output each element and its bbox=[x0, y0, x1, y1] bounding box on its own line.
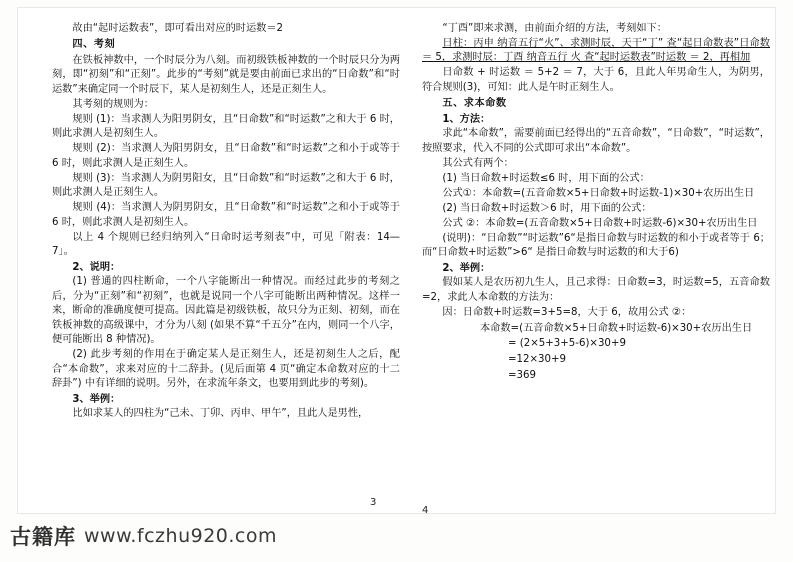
watermark bbox=[10, 521, 277, 551]
paragraph: 公式①：本命数=(五音命数×5+日命数+时运数-1)×30+农历出生日 bbox=[442, 187, 755, 199]
subheading-juli: 3、举例： bbox=[72, 393, 121, 405]
formula-line: = (2×5+3+5-6)×30+9 bbox=[508, 338, 626, 350]
paragraph: (2) 此步考刻的作用在于确定某人是正刻生人，还是初刻生人之后，配合“本命数”，求来对应的十二辞卦。(见后面第 4 页“确定本命数对应的十二辞卦”) 中有详细的说明。另外，在求流年条文，也要用到此步的考刻)。 bbox=[52, 349, 400, 390]
paragraph: 以上 4 个规则已经归纳列入“日命时运考刻表”中，可见「附表：14—7」。 bbox=[52, 231, 400, 258]
watermark-url: www.fczhu920.com bbox=[84, 525, 277, 547]
paragraph: 其考刻的规则为： bbox=[72, 98, 154, 110]
paragraph: 规则 (3)：当求测人为阴男阳女，且“日命数”和“时运数”之和大于 6 时，则此求测人是正刻生人。 bbox=[52, 172, 400, 199]
subheading-shuoming: 2、说明： bbox=[72, 261, 121, 273]
formula-line: =12×30+9 bbox=[508, 354, 567, 366]
subheading-juli: 2、举例： bbox=[442, 262, 491, 274]
formula-line: =369 bbox=[508, 370, 536, 382]
paragraph: 比如求某人的四柱为“己未、丁卯、丙申、甲午”，且此人是男性， bbox=[72, 408, 369, 420]
paragraph: (说明)：“日命数”“时运数”6“是指日命数与时运数的和小于或者等于 6；而“日命数+时运数”>6“ 是指日命数与时运数的和大于6) bbox=[422, 232, 770, 259]
paragraph: 规则 (1)：当求测人为阳男阴女，且“日命数”和“时运数”之和大于 6 时，则此求测人是初刻生人。 bbox=[52, 113, 400, 140]
section-heading-qiubenmingshu: 五、求本命数 bbox=[442, 98, 507, 110]
scan-area bbox=[18, 8, 775, 516]
paragraph: 其公式有两个： bbox=[442, 157, 514, 169]
paragraph: (2) 当日命数+时运数＞6 时，用下面的公式： bbox=[442, 202, 652, 214]
paragraph: 规则 (2)：当求测人为阳男阴女，且“日命数”和“时运数”之和小于或等于 6 时，则此求测人是正刻生人。 bbox=[52, 143, 400, 169]
right-page-column bbox=[422, 22, 770, 492]
subheading-fangfa: 1、方法： bbox=[442, 113, 491, 125]
paragraph: 规则 (4)：当求测人为阴男阴女，且“日命数”和“时运数”之和小于或等于 6 时，则此求测人是初刻生人。 bbox=[52, 202, 400, 228]
paragraph: 日命数 + 时运数 ＝ 5+2 ＝ 7，大于 6，且此人年男命生人，为阴男，符合规则(3)，可知：此人是午时正刻生人。 bbox=[422, 67, 770, 93]
formula-line: 本命数=(五音命数×5+日命数+时运数-6)×30+农历出生日 bbox=[480, 322, 753, 334]
paragraph: 在铁板神数中，一个时辰分为八刻。而初级铁板神数的一个时辰只分为两刻，即“初刻”和“正刻”。此步的“考刻”就是要由前面已求出的“日命数”和“时运数”来确定同一个时辰下，某人是初刻生人，还是正刻生人。 bbox=[52, 54, 400, 95]
paragraph: (1) 当日命数+时运数≤6 时，用下面的公式： bbox=[442, 172, 650, 184]
paragraph-underlined: 日柱：丙申 纳音五行“火”、求测时辰，天干“丁” 查“起日命数表”日命数 ＝ 5，求测时辰：丁酉 纳音五行 火 查“起时运数表”时运数 ＝ 2，再相加 bbox=[422, 37, 770, 64]
paragraph: (1) 普通的四柱断命，一个八字能断出一种情况。而经过此步的考刻之后，分为“正刻”和“初刻”，也就是说同一个八字可能断出两种情况。这样一来，断命的准确度便可提高。因此篇是初级铁板，故只分为正刻、初刻，而在铁板神数的高级课中，才分为八刻 (如果不算“千五分”在内，则同一个八字，便可能断出 8 种情况)。 bbox=[52, 276, 400, 346]
paragraph: 因：日命数+时运数=3+5=8，大于 6，故用公式 ②： bbox=[442, 306, 692, 318]
left-page-column bbox=[52, 22, 400, 492]
watermark-site-name: 古籍库 bbox=[10, 525, 76, 549]
paragraph: 求此“本命数”，需要前面已经得出的“五音命数”，“日命数”，“时运数”，按照要求，代入不同的公式即可求出“本命数”。 bbox=[422, 128, 770, 154]
section-heading-kaoke: 四、考刻 bbox=[72, 39, 116, 51]
paragraph: 假如某人是农历初九生人，且己求得：日命数=3，时运数=5，五音命数=2，求此人本命数的方法为： bbox=[422, 277, 770, 303]
page-number-left: 3 bbox=[370, 497, 377, 508]
paragraph: 公式 ②：本命数=(五音命数×5+日命数+时运数-6)×30+农历出生日 bbox=[442, 217, 758, 229]
paragraph: “丁酉”即来求测，由前面介绍的方法，考刻如下： bbox=[442, 23, 667, 34]
page-number-right: 4 bbox=[422, 505, 429, 516]
paragraph: 故由“起时运数表”，即可看出对应的时运数＝2 bbox=[72, 23, 283, 34]
